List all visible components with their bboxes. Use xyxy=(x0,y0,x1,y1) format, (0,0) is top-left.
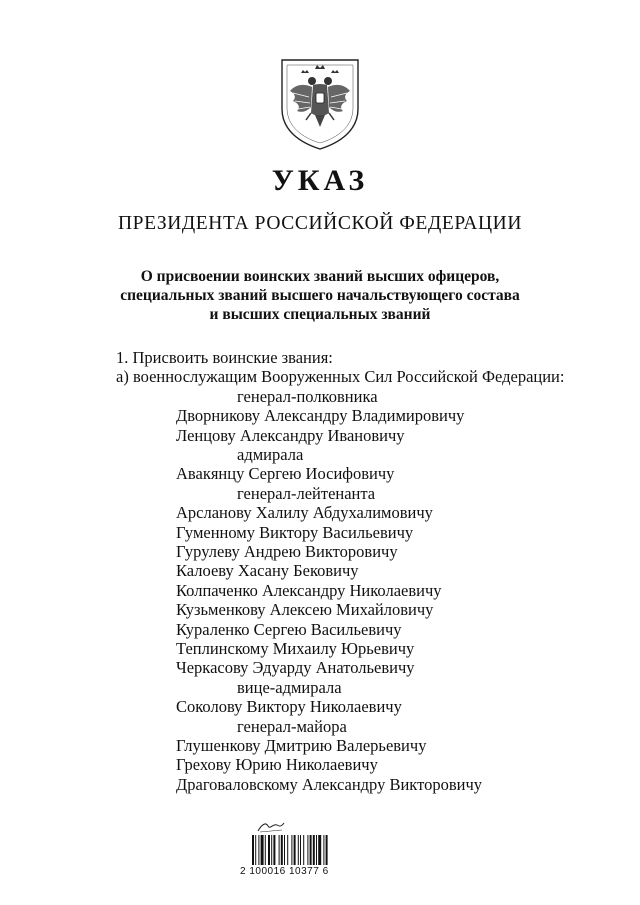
officer-name: Кузьменкову Алексею Михайловичу xyxy=(176,600,434,620)
officer-name: Арсланову Халилу Абдухалимовичу xyxy=(176,503,433,523)
officer-name: Колпаченко Александру Николаевичу xyxy=(176,580,442,600)
rank-heading: генерал-майора xyxy=(237,716,347,736)
rank-heading: генерал-лейтенанта xyxy=(237,483,376,503)
barcode-number: 2 100016 10377 6 xyxy=(240,866,329,877)
coat-of-arms-icon xyxy=(279,57,361,151)
officer-name: Драговаловскому Александру Викторовичу xyxy=(176,774,483,794)
heading-line: О присвоении воинских званий высших офицеров, xyxy=(140,268,500,285)
rank-heading: вице-адмирала xyxy=(237,677,342,697)
officer-name: Ленцову Александру Ивановичу xyxy=(176,425,405,445)
officer-name: Кураленко Сергею Васильевичу xyxy=(176,619,402,639)
officer-name: Соколову Виктору Николаевичу xyxy=(176,697,402,717)
officer-name: Авакянцу Сергею Иосифовичу xyxy=(176,464,395,484)
officer-name: Грехову Юрию Николаевичу xyxy=(176,755,378,775)
list-item: 1. Присвоить воинские звания: xyxy=(116,348,333,367)
decree-subtitle: ПРЕЗИДЕНТА РОССИЙСКОЙ ФЕДЕРАЦИИ xyxy=(117,213,523,234)
decree-title: УКАЗ xyxy=(271,164,369,197)
barcode-block xyxy=(240,820,370,880)
heading-line: специальных званий высшего начальствующего состава xyxy=(120,287,520,304)
list-item: а) военнослужащим Вооруженных Сил Российской Федерации: xyxy=(116,367,565,387)
officer-name: Гуменному Виктору Васильевичу xyxy=(176,522,414,542)
officer-name: Черкасову Эдуарду Анатольевичу xyxy=(176,658,415,678)
signature-mark-icon xyxy=(256,820,286,834)
barcode-icon xyxy=(252,835,358,865)
officer-name: Гурулеву Андрею Викторовичу xyxy=(176,542,398,561)
officer-name: Теплинскому Михаилу Юрьевичу xyxy=(176,639,415,658)
officer-name: Калоеву Хасану Бековичу xyxy=(176,561,359,581)
heading-line: и высших специальных званий xyxy=(209,306,431,323)
officer-name: Дворникову Александру Владимировичу xyxy=(176,406,465,426)
officer-name: Глушенкову Дмитрию Валерьевичу xyxy=(176,736,427,755)
rank-heading: генерал-полковника xyxy=(237,386,378,406)
rank-heading: адмирала xyxy=(237,445,304,464)
decree-heading xyxy=(0,267,640,324)
